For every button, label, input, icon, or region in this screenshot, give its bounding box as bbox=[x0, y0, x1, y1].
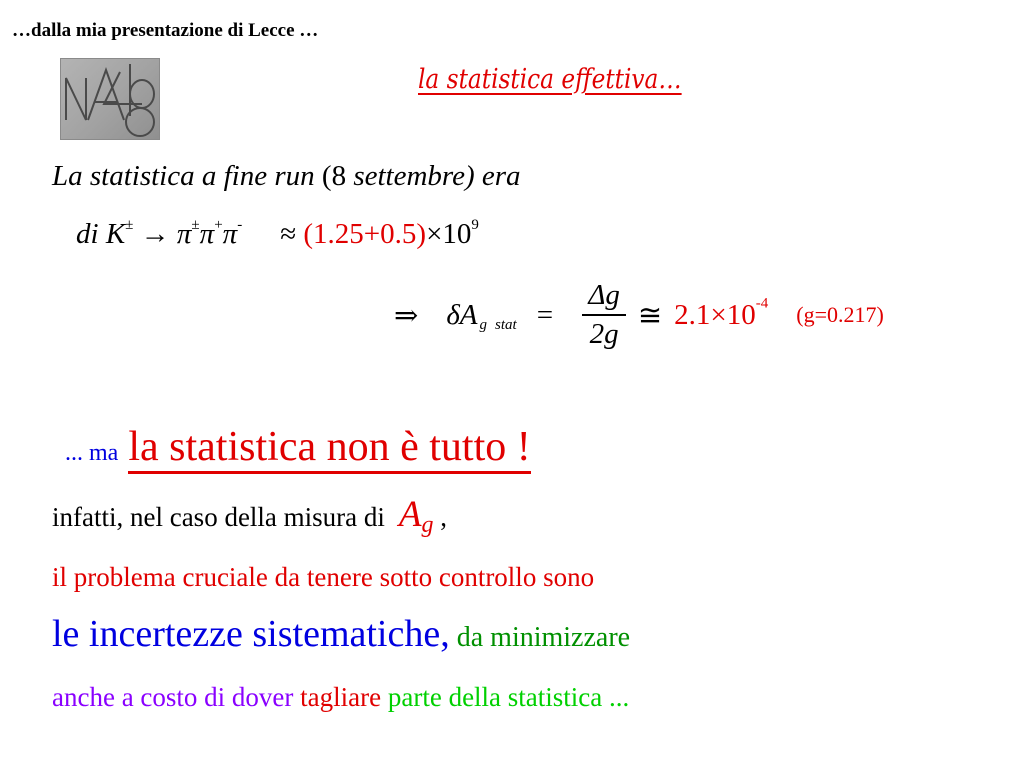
measure-comma: , bbox=[433, 502, 448, 532]
stat-month: settembre bbox=[353, 160, 465, 192]
implies-arrow: ⇒ bbox=[394, 299, 419, 332]
measure-line bbox=[52, 493, 447, 539]
fraction-numerator: Δg bbox=[582, 279, 626, 316]
plus-sign: + bbox=[363, 218, 381, 250]
result-exponent: -4 bbox=[755, 295, 769, 312]
pion-2-charge: + bbox=[214, 217, 223, 233]
ma-text: ... ma bbox=[65, 440, 125, 466]
times-ten: ×10 bbox=[426, 218, 472, 250]
cost-text-a: anche a costo di dover bbox=[52, 682, 301, 712]
cost-line bbox=[52, 682, 629, 713]
systematics-line bbox=[52, 612, 630, 656]
emphasis-line bbox=[65, 423, 531, 471]
systematics-text: le incertezze sistematiche, bbox=[52, 613, 450, 655]
pion-2: π bbox=[199, 218, 215, 250]
a-symbol: A bbox=[459, 298, 478, 331]
cost-text-c: parte della statistica ... bbox=[387, 682, 630, 712]
na48-logo-icon bbox=[60, 58, 160, 140]
ag-symbol bbox=[398, 494, 434, 538]
exponent: 9 bbox=[471, 217, 479, 233]
minimize-text: da minimizzare bbox=[449, 622, 631, 653]
subscript-g: g bbox=[479, 316, 488, 333]
fraction bbox=[582, 279, 626, 351]
paren-close: ) bbox=[416, 218, 427, 250]
pion-3: π bbox=[222, 218, 238, 250]
ag-subscript: g bbox=[421, 512, 434, 538]
not-everything-text: la statistica non è tutto ! bbox=[128, 424, 530, 474]
approx-sign: ≈ bbox=[280, 218, 297, 250]
stat-text-a: La statistica a fine run bbox=[52, 160, 322, 192]
value-1: 1.25 bbox=[313, 218, 364, 250]
decay-arrow: → bbox=[133, 218, 177, 250]
cut-text: tagliare bbox=[300, 682, 388, 712]
slide-header: …dalla mia presentazione di Lecce … bbox=[12, 20, 319, 41]
delta-symbol: δ bbox=[446, 298, 460, 331]
subscript-stat: stat bbox=[495, 316, 517, 333]
pion-3-charge: - bbox=[237, 217, 243, 233]
ag-a: A bbox=[398, 494, 422, 535]
paren-open: ( bbox=[296, 218, 314, 250]
slide-subtitle: la statistica effettiva… bbox=[418, 64, 682, 95]
result-value: 2.1×10 bbox=[674, 298, 756, 331]
statistics-line bbox=[52, 160, 521, 193]
value-2: 0.5 bbox=[380, 218, 417, 250]
g-value: (g=0.217) bbox=[796, 302, 884, 327]
measure-text: infatti, nel caso della misura di bbox=[52, 502, 385, 532]
congruent-sign: ≅ bbox=[637, 299, 663, 332]
stat-text-e: ) era bbox=[464, 160, 521, 192]
stat-day: 8 bbox=[331, 160, 354, 192]
asymmetry-formula bbox=[394, 279, 884, 359]
decay-formula bbox=[76, 217, 479, 251]
problem-line: il problema cruciale da tenere sotto controllo sono bbox=[52, 562, 595, 592]
pion-1-charge: ± bbox=[191, 217, 200, 233]
equals-sign: = bbox=[536, 298, 554, 331]
fraction-denominator: 2g bbox=[589, 318, 619, 350]
di-text: di bbox=[76, 218, 106, 250]
kaon-charge: ± bbox=[125, 217, 134, 233]
kaon-symbol: K bbox=[105, 218, 126, 250]
stat-paren-open: ( bbox=[321, 160, 332, 192]
pion-1: π bbox=[176, 218, 192, 250]
